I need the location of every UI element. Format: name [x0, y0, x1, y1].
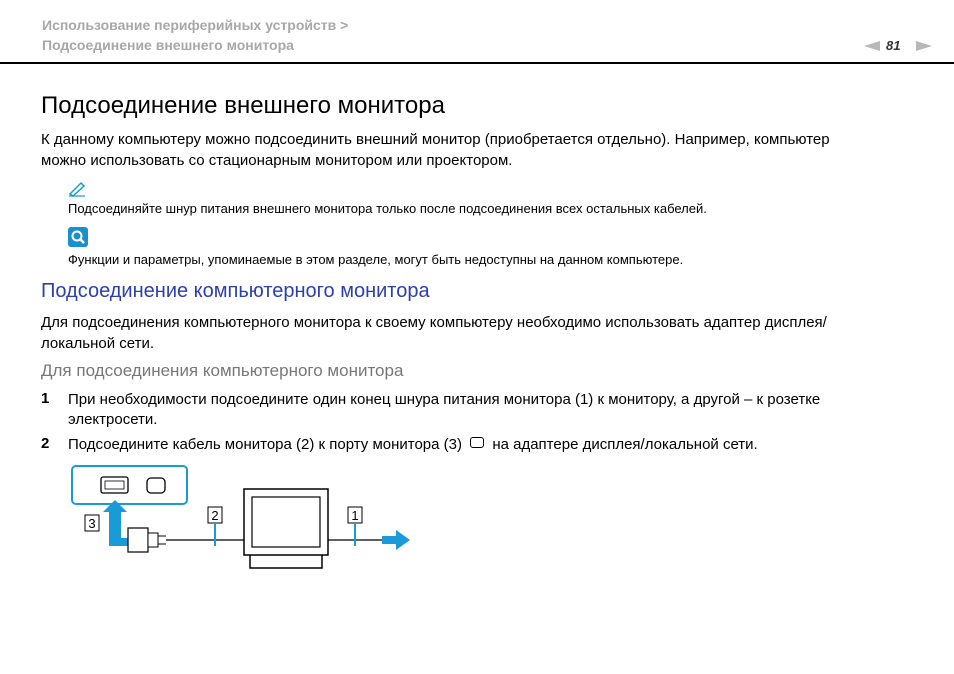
note-pen-icon [68, 181, 88, 202]
lan-port [147, 478, 165, 493]
intro-line: К данному компьютеру можно подсоединить внешний монитор (приобретается отдельно). Например, компьютер [41, 131, 830, 148]
intro-line: можно использовать со стационарным монитором или проектором. [41, 152, 513, 169]
step-text [68, 435, 758, 455]
callout-1: 1 [351, 508, 359, 523]
section-intro [41, 312, 827, 354]
step-text-after: на адаптере дисплея/локальной сети. [492, 436, 758, 453]
previous-page-icon[interactable] [864, 41, 880, 51]
next-page-icon[interactable] [916, 41, 932, 51]
procedure-title: Для подсоединения компьютерного монитора [41, 361, 404, 380]
vga-plug [128, 528, 148, 552]
page-title: Подсоединение внешнего монитора [41, 92, 445, 119]
intro-paragraph [41, 129, 830, 171]
header-divider [0, 62, 954, 64]
breadcrumb-current: Подсоединение внешнего монитора [42, 37, 294, 53]
step-number: 1 [41, 390, 50, 407]
step-number: 2 [41, 435, 50, 452]
section-intro-line: Для подсоединения компьютерного монитора к своему компьютеру необходимо использовать адаптер дисплея/ [41, 314, 827, 331]
step-text [68, 390, 820, 430]
info-text: Функции и параметры, упоминаемые в этом разделе, могут быть недоступны на данном компьютере. [68, 252, 684, 267]
monitor-port-icon [470, 437, 484, 448]
power-arrow-icon [396, 530, 410, 550]
section-title: Подсоединение компьютерного монитора [41, 280, 430, 302]
callout-3: 3 [88, 516, 96, 531]
magnifier-icon [68, 227, 88, 247]
step-line: электросети. [68, 411, 158, 428]
display-lan-adapter [72, 466, 187, 504]
note-text: Подсоединяйте шнур питания внешнего монитора только после подсоединения всех остальных кабелей. [68, 201, 707, 216]
callout-2: 2 [211, 508, 219, 523]
section-intro-line: локальной сети. [41, 335, 154, 352]
step-text-before: Подсоедините кабель монитора (2) к порту монитора (3) [68, 436, 462, 453]
page-number: 81 [886, 38, 901, 53]
step-line: При необходимости подсоедините один конец шнура питания монитора (1) к монитору, а другой – к розетке [68, 391, 821, 408]
breadcrumb-parent[interactable]: Использование периферийных устройств > [42, 17, 349, 33]
connection-diagram [70, 462, 420, 574]
